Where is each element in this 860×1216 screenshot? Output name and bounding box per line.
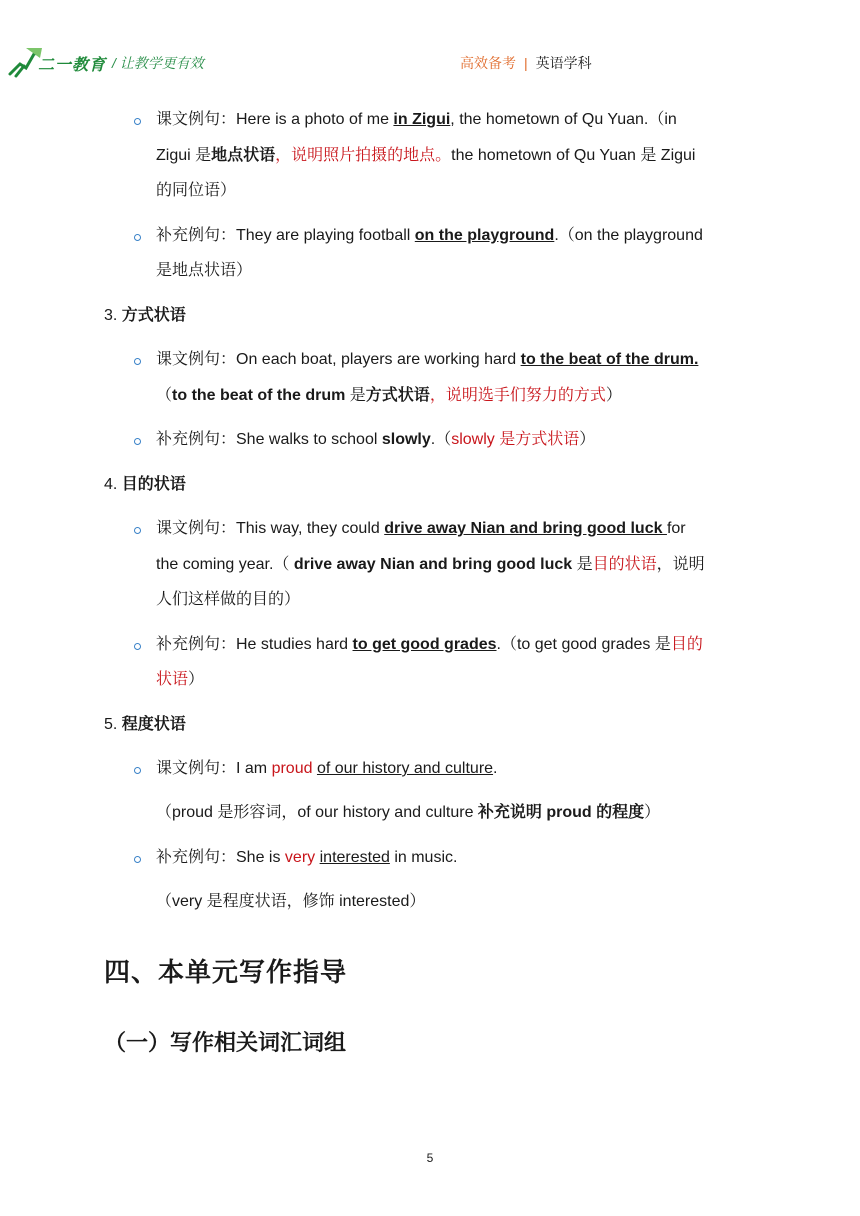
page-header (0, 0, 860, 90)
section-heading: 3. 方式状语 (104, 307, 186, 324)
example-line: the coming year.（ drive away Nian and bring good luck 是目的状语，说明 (156, 556, 705, 573)
header-separator: | (524, 55, 528, 71)
bullet-icon (134, 767, 141, 774)
bullet-icon (134, 643, 141, 650)
example-line: 补充例句：He studies hard to get good grades.（to get good grades 是目的 (156, 636, 703, 653)
bullet-icon (134, 234, 141, 241)
brand-slogan: / 让教学更有效 (112, 55, 204, 71)
example-line: 人们这样做的目的） (156, 591, 301, 608)
example-line: （very 是程度状语，修饰 interested） (156, 893, 426, 910)
bullet-icon (134, 527, 141, 534)
example-line: 课文例句：Here is a photo of me in Zigui, the hometown of Qu Yuan.（in (156, 111, 677, 128)
subsection-title: （一）写作相关词汇词组 (104, 1030, 347, 1055)
brand-name: 二一教育 (38, 57, 107, 74)
bullet-icon (134, 358, 141, 365)
bullet-icon (134, 118, 141, 125)
example-line: 补充例句：They are playing football on the playground.（on the playground (156, 227, 703, 244)
example-line: （to the beat of the drum 是方式状语，说明选手们努力的方式） (156, 387, 622, 404)
example-line: （proud 是形容词，of our history and culture 补充说明 proud 的程度） (156, 804, 661, 821)
header-subject (460, 53, 592, 73)
example-line: 补充例句：She walks to school slowly.（slowly 是方式状语） (156, 431, 596, 448)
section-title: 四、本单元写作指导 (104, 957, 348, 987)
example-line: 课文例句：On each boat, players are working hard to the beat of the drum. (156, 351, 699, 368)
bullet-icon (134, 856, 141, 863)
example-line: 的同位语） (156, 182, 237, 199)
emphasis-underline: in Zigui (393, 111, 451, 128)
header-right-part: 英语学科 (535, 55, 592, 71)
page-number: 5 (426, 1151, 434, 1165)
header-left-part: 高效备考 (460, 55, 516, 71)
example-line: Zigui 是地点状语，说明照片拍摄的地点。the hometown of Qu Yuan 是 Zigui (156, 147, 696, 164)
example-line: 状语） (156, 671, 205, 688)
example-line: 补充例句：She is very interested in music. (156, 849, 458, 866)
example-line: 课文例句：This way, they could drive away Nian and bring good luck for (156, 520, 686, 537)
example-line: 课文例句：I am proud of our history and culture. (156, 760, 498, 777)
example-line: 是地点状语） (156, 262, 253, 279)
section-heading: 4. 目的状语 (104, 476, 186, 493)
bullet-icon (134, 438, 141, 445)
section-heading: 5. 程度状语 (104, 716, 186, 733)
